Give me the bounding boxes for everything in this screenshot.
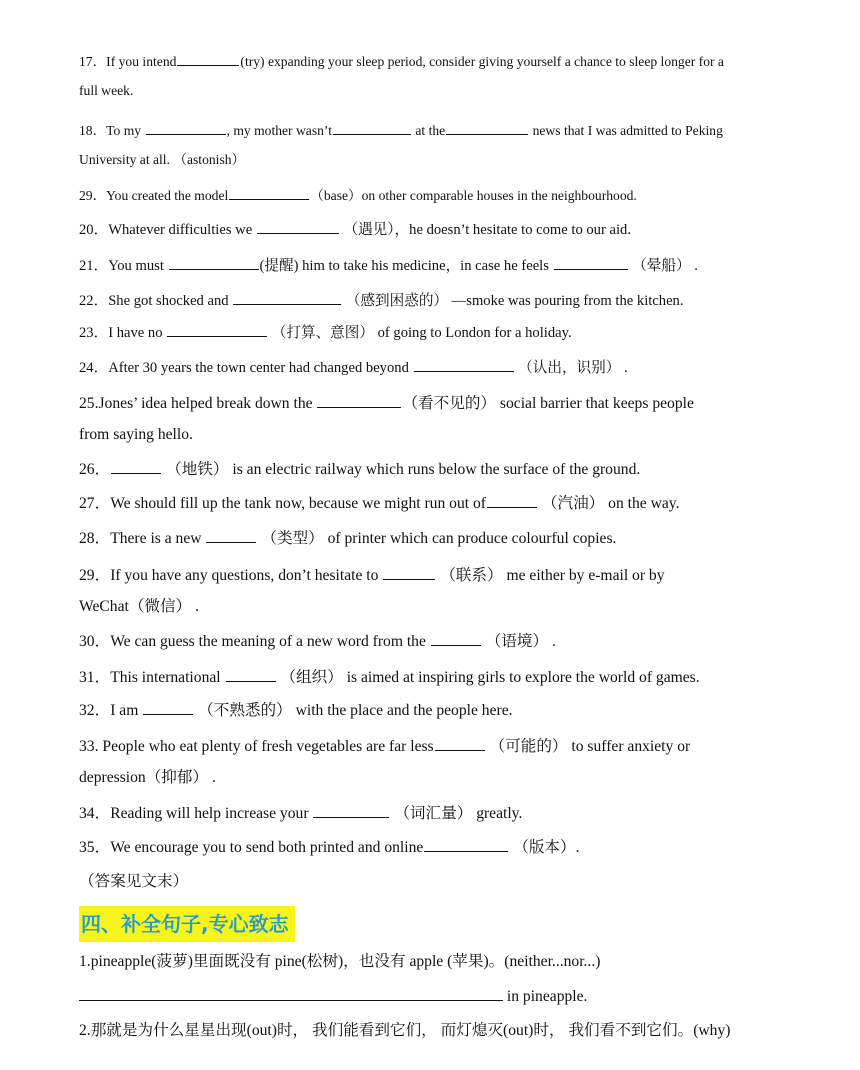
answer-blank[interactable]	[206, 528, 256, 543]
answer-blank[interactable]	[146, 120, 226, 135]
answer-blank[interactable]	[435, 736, 485, 751]
question-19: 29．You created the model （base）on other comparable houses in the neighbourhood.	[79, 185, 787, 206]
answer-blank[interactable]	[169, 255, 259, 270]
question-18-cont: University at all. （astonish）	[79, 152, 246, 167]
question-24: 24．After 30 years the town center had changed beyond （认出，识别） .	[79, 357, 787, 378]
question-32: 32．I am （不熟悉的） with the place and the people here.	[79, 702, 513, 719]
section-heading: 四、补全句子,专心致志	[79, 906, 295, 942]
question-34: 34．Reading will help increase your （词汇量） greatly.	[79, 805, 523, 822]
answer-blank[interactable]	[111, 459, 161, 474]
question-26: 26． （地铁） is an electric railway which runs below the surface of the ground.	[79, 461, 641, 478]
question-33-cont: depression（抑郁） .	[79, 769, 216, 786]
question-18: 18．To my , my mother wasn’t at the news that I was admitted to Peking	[79, 120, 787, 141]
question-25: 25.Jones’ idea helped break down the （看不见的） social barrier that keeps people	[79, 395, 694, 412]
answer-blank[interactable]	[317, 393, 401, 408]
question-29-cont: WeChat（微信） .	[79, 598, 200, 615]
answer-blank[interactable]	[554, 255, 628, 270]
answer-blank[interactable]	[487, 493, 537, 508]
question-21: 21．You must (提醒) him to take his medicine，in case he feels （晕船） .	[79, 255, 787, 276]
sentence-1: 1.pineapple(菠萝)里面既没有 pine(松树)，也没有 apple (苹果)。(neither...nor...)	[79, 953, 601, 970]
answer-blank[interactable]	[383, 565, 435, 580]
sentence-1-answer: in pineapple.	[79, 986, 787, 1007]
question-28: 28．There is a new （类型） of printer which can produce colourful copies.	[79, 530, 617, 547]
answer-blank[interactable]	[167, 322, 267, 337]
answer-blank[interactable]	[257, 219, 339, 234]
question-23: 23．I have no （打算、意图） of going to London for a holiday.	[79, 322, 787, 343]
question-17-cont: full week.	[79, 83, 134, 98]
question-20: 20．Whatever difficulties we （遇见），he doesn’t hesitate to come to our aid.	[79, 219, 787, 240]
answer-blank[interactable]	[143, 700, 193, 715]
answer-blank[interactable]	[431, 631, 481, 646]
question-29: 29．If you have any questions, don’t hesitate to （联系） me either by e-mail or by	[79, 567, 665, 584]
answer-blank[interactable]	[233, 290, 341, 305]
question-25-cont: from saying hello.	[79, 426, 193, 443]
question-17: 17．If you intend (try) expanding your sleep period, consider giving yourself a chance to sleep longer for a	[79, 51, 787, 72]
question-35: 35．We encourage you to send both printed and online （版本）.	[79, 839, 580, 856]
answer-blank[interactable]	[79, 986, 503, 1001]
answer-blank[interactable]	[229, 185, 309, 200]
answer-blank[interactable]	[313, 803, 389, 818]
answer-note: （答案见文末）	[79, 873, 189, 890]
question-30: 30．We can guess the meaning of a new word from the （语境） .	[79, 633, 556, 650]
answer-blank[interactable]	[424, 837, 508, 852]
question-22: 22．She got shocked and （感到困惑的） —smoke was pouring from the kitchen.	[79, 290, 787, 311]
question-31: 31．This international （组织） is aimed at inspiring girls to explore the world of games.	[79, 669, 700, 686]
answer-blank[interactable]	[414, 357, 514, 372]
answer-blank[interactable]	[177, 51, 239, 66]
question-33: 33. People who eat plenty of fresh vegetables are far less （可能的） to suffer anxiety or	[79, 738, 691, 755]
question-27: 27．We should fill up the tank now, because we might run out of （汽油） on the way.	[79, 495, 680, 512]
sentence-2: 2.那就是为什么星星出现(out)时， 我们能看到它们， 而灯熄灭(out)时， 我们看不到它们。(why)	[79, 1022, 731, 1039]
answer-blank[interactable]	[226, 667, 276, 682]
answer-blank[interactable]	[446, 120, 528, 135]
answer-blank[interactable]	[333, 120, 411, 135]
